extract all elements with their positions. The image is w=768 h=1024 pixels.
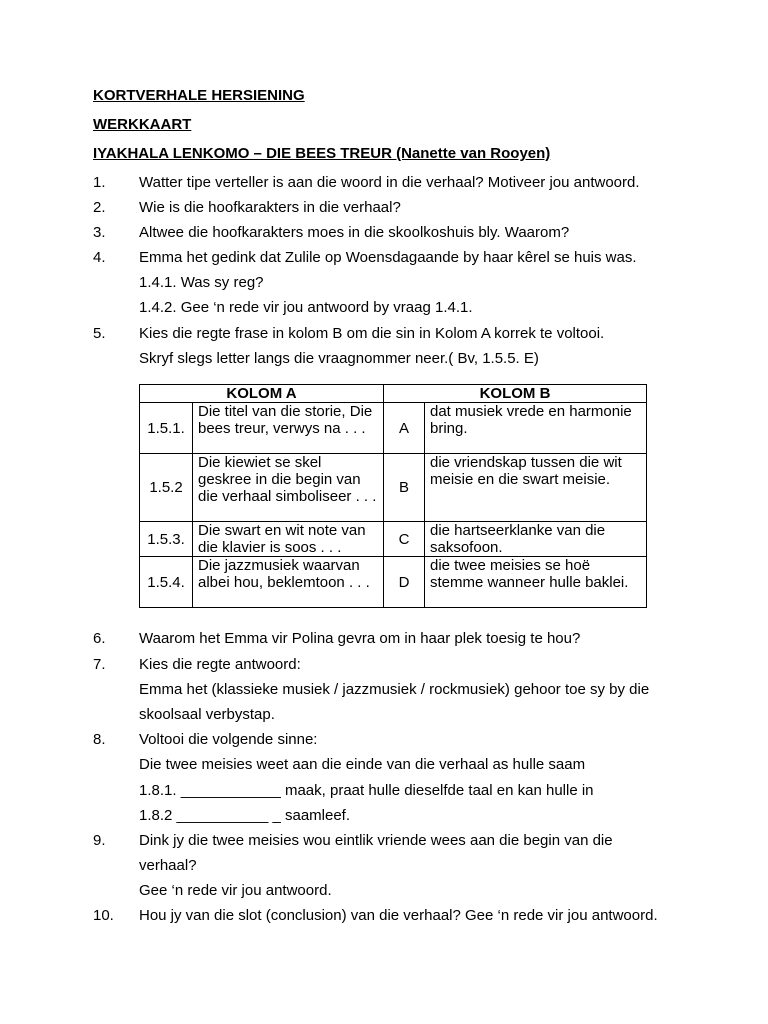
question-8-text: Voltooi die volgende sinne:	[139, 731, 318, 748]
question-4-sub-2: 1.4.2. Gee ‘n rede vir jou antwoord by vraag 1.4.1.	[139, 299, 473, 316]
heading-story-title: IYAKHALA LENKOMO – DIE BEES TREUR (Nanette van Rooyen)	[93, 145, 551, 162]
question-8-line-3: 1.8.1. ____________ maak, praat hulle dieselfde taal en kan hulle in	[139, 782, 594, 799]
question-5-instruction: Skryf slegs letter langs die vraagnommer neer.( Bv, 1.5.5. E)	[139, 350, 539, 367]
table-row	[140, 403, 647, 454]
question-8-number: 8.	[93, 731, 106, 748]
row-letter: D	[384, 557, 425, 608]
question-1-text: Watter tipe verteller is aan die woord in die verhaal? Motiveer jou antwoord.	[139, 174, 640, 191]
table-row	[140, 454, 647, 522]
heading-werkkaart: WERKKAART	[93, 116, 192, 133]
row-number: 1.5.4.	[140, 557, 193, 608]
question-7-text: Kies die regte antwoord:	[139, 656, 301, 673]
question-5-text: Kies die regte frase in kolom B om die sin in Kolom A korrek te voltooi.	[139, 325, 605, 342]
question-4-sub-1: 1.4.1. Was sy reg?	[139, 274, 264, 291]
row-number: 1.5.2	[140, 454, 193, 522]
question-3-text: Altwee die hoofkarakters moes in die skoolkoshuis bly. Waarom?	[139, 224, 570, 241]
row-number: 1.5.3.	[140, 522, 193, 557]
column-b-cell: die twee meisies se hoë stemme wanneer hulle baklei.	[425, 557, 647, 608]
question-7-line-2: Emma het (klassieke musiek / jazzmusiek / rockmusiek) gehoor toe sy by die	[139, 681, 650, 698]
column-b-header: KOLOM B	[384, 385, 647, 403]
column-b-cell: die vriendskap tussen die wit meisie en die swart meisie.	[425, 454, 647, 522]
question-9-line-3: Gee ‘n rede vir jou antwoord.	[139, 882, 332, 899]
question-7-number: 7.	[93, 656, 106, 673]
question-2-text: Wie is die hoofkarakters in die verhaal?	[139, 199, 401, 216]
question-4-text: Emma het gedink dat Zulile op Woensdagaande by haar kêrel se huis was.	[139, 249, 637, 266]
question-9-line-2: verhaal?	[139, 857, 197, 874]
column-a-cell: Die kiewiet se skel geskree in die begin van die verhaal simboliseer . . .	[193, 454, 384, 522]
question-10-number: 10.	[93, 907, 114, 924]
question-1-number: 1.	[93, 174, 106, 191]
column-a-cell: Die titel van die storie, Die bees treur, verwys na . . .	[193, 403, 384, 454]
question-7-line-3: skoolsaal verbystap.	[139, 706, 275, 723]
question-2-number: 2.	[93, 199, 106, 216]
column-a-header: KOLOM A	[140, 385, 384, 403]
question-6-number: 6.	[93, 630, 106, 647]
column-a-cell: Die jazzmusiek waarvan albei hou, beklemtoon . . .	[193, 557, 384, 608]
question-9-text: Dink jy die twee meisies wou eintlik vriende wees aan die begin van die	[139, 832, 613, 849]
column-b-cell: dat musiek vrede en harmonie bring.	[425, 403, 647, 454]
row-letter: C	[384, 522, 425, 557]
question-8-line-2: Die twee meisies weet aan die einde van die verhaal as hulle saam	[139, 756, 586, 773]
matching-table	[139, 384, 647, 608]
question-6-text: Waarom het Emma vir Polina gevra om in haar plek toesig te hou?	[139, 630, 581, 647]
question-10-text: Hou jy van die slot (conclusion) van die verhaal? Gee ‘n rede vir jou antwoord.	[139, 907, 658, 924]
question-8-line-4: 1.8.2 ___________ _ saamleef.	[139, 807, 351, 824]
question-9-number: 9.	[93, 832, 106, 849]
row-number: 1.5.1.	[140, 403, 193, 454]
row-letter: B	[384, 454, 425, 522]
column-b-cell: die hartseerklanke van die saksofoon.	[425, 522, 647, 557]
heading-kortverhale: KORTVERHALE HERSIENING	[93, 87, 305, 104]
question-5-number: 5.	[93, 325, 106, 342]
table-row	[140, 522, 647, 557]
question-3-number: 3.	[93, 224, 106, 241]
table-header-row	[140, 385, 647, 403]
question-4-number: 4.	[93, 249, 106, 266]
column-a-cell: Die swart en wit note van die klavier is soos . . .	[193, 522, 384, 557]
row-letter: A	[384, 403, 425, 454]
table-row	[140, 557, 647, 608]
